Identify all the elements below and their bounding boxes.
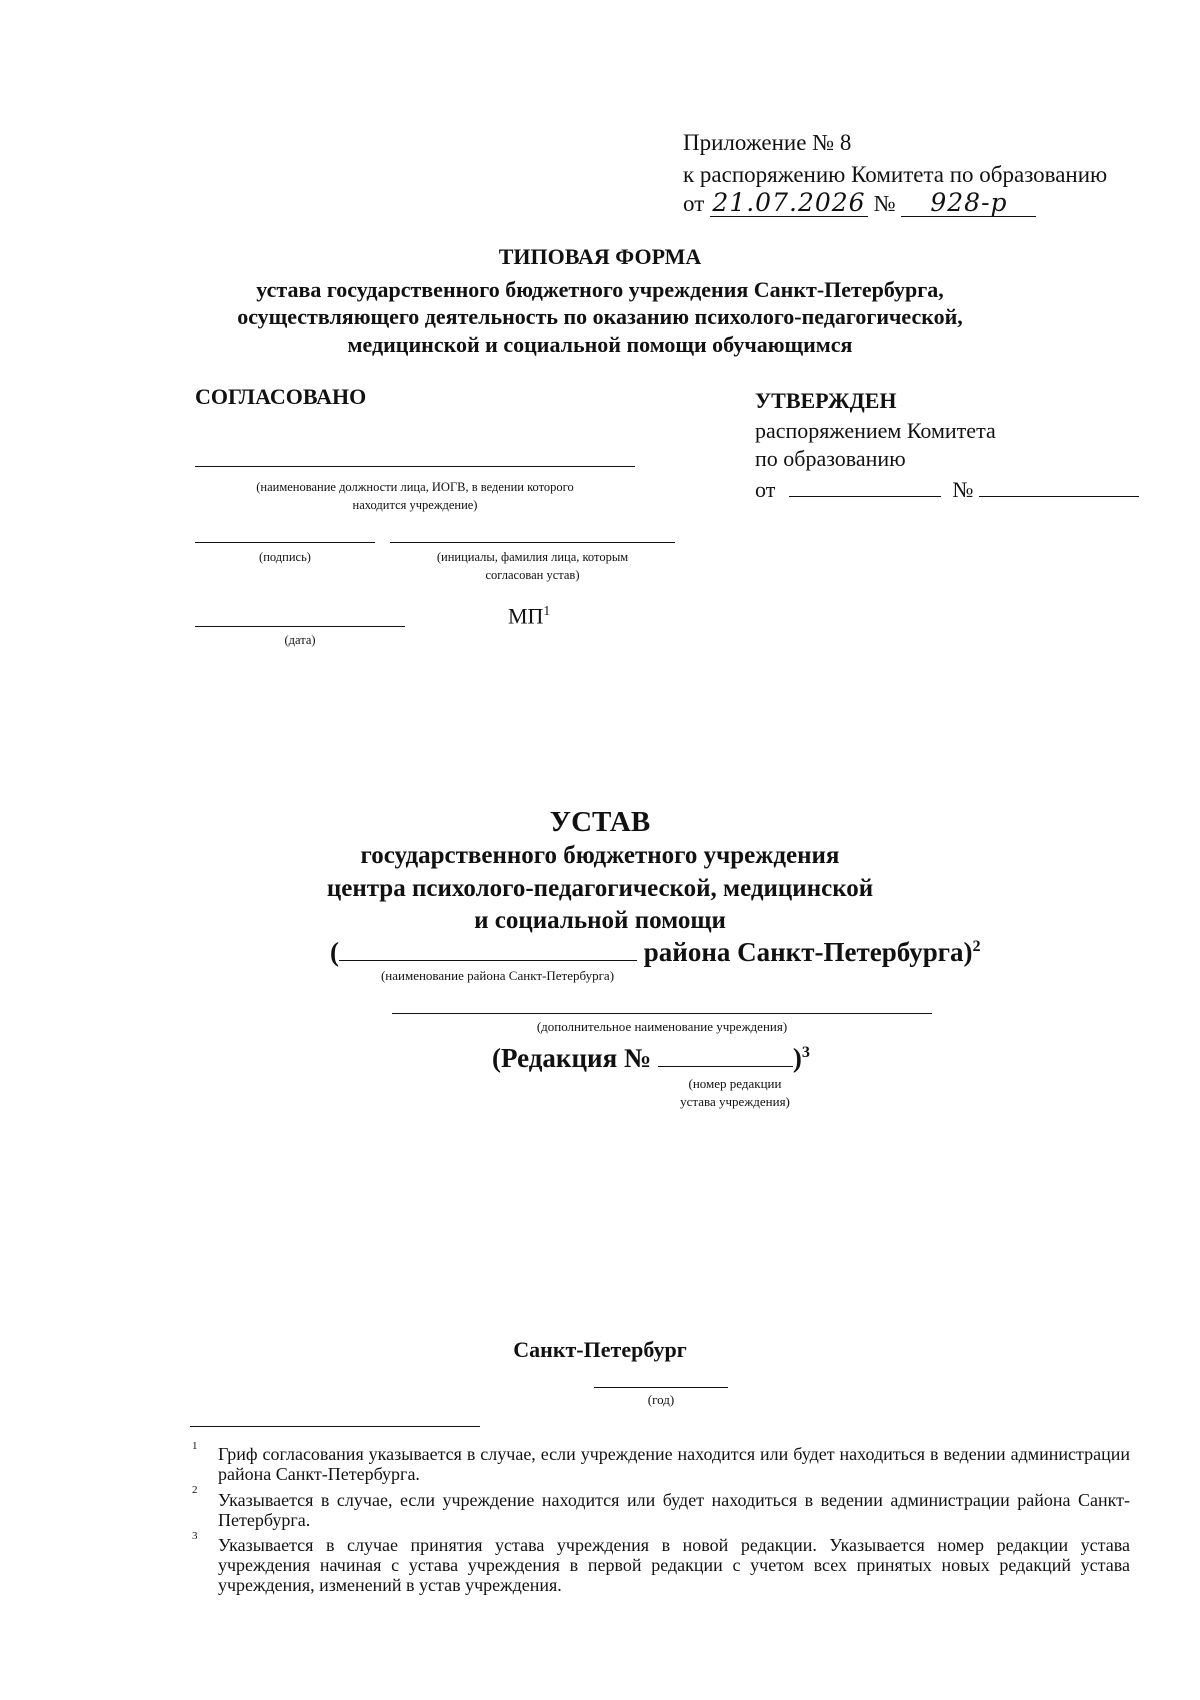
approved-from-label: от: [755, 477, 776, 502]
district-caption: (наименование района Санкт-Петербурга): [380, 968, 615, 983]
edition-line: [492, 1043, 810, 1074]
form-subtitle-line-1: устава государственного бюджетного учреждения Санкт-Петербурга,: [256, 277, 944, 302]
edition-footnote-ref: 3: [801, 1043, 810, 1061]
charter-line-2: центра психолого-педагогической, медицинской: [326, 875, 874, 902]
footnote-2-text: Указывается в случае, если учреждение находится или будет находиться в ведении администрации района Санкт-Петербурга.: [218, 1490, 1130, 1530]
approved-line-2: по образованию: [755, 446, 906, 471]
from-label: от: [683, 191, 705, 216]
additional-name-line: [392, 1013, 932, 1014]
footnote-separator: [190, 1426, 480, 1427]
handwritten-number: 928-р: [901, 190, 1036, 217]
handwritten-date: 21.07.2026: [710, 190, 868, 217]
year-line: [594, 1387, 728, 1388]
approved-heading: УТВЕРЖДЕН: [755, 388, 897, 413]
edition-caption-line-1: (номер редакции: [688, 1076, 782, 1091]
initials-caption-line-1: (инициалы, фамилия лица, которым: [436, 550, 629, 564]
appendix-reference: к распоряжению Комитета по образованию: [683, 162, 1108, 187]
initials-caption: [390, 548, 675, 584]
footnote-1-text: Гриф согласования указывается в случае, если учреждение находится или будет находиться в ведении администрации района Санкт-Петербурга.: [218, 1444, 1130, 1484]
position-line: [195, 466, 635, 467]
city-name: Санкт-Петербург: [513, 1337, 687, 1362]
date-line: [195, 626, 405, 627]
initials-caption-line-2: согласован устав): [485, 568, 580, 582]
stamp-label: МП: [508, 603, 544, 629]
position-caption: [195, 478, 635, 514]
approved-number-blank: [979, 474, 1139, 497]
district-blank: [339, 938, 637, 961]
appendix-date-number-line: [683, 190, 1036, 217]
approved-line-1: распоряжением Комитета: [755, 418, 996, 443]
stamp-footnote-ref: 1: [543, 603, 551, 618]
form-title: ТИПОВАЯ ФОРМА: [498, 244, 702, 269]
footnote-2-number: 2: [192, 1484, 198, 1496]
edition-caption-line-2: устава учреждения): [680, 1094, 790, 1109]
charter-district-line: [330, 937, 981, 968]
appendix-number: Приложение № 8: [683, 130, 852, 155]
signature-line: [195, 542, 375, 543]
number-label: №: [873, 191, 896, 216]
date-caption: (дата): [284, 633, 316, 647]
form-subtitle-line-2: осуществляющего деятельность по оказанию психолого-педагогической,: [237, 304, 963, 329]
initials-line: [390, 542, 675, 543]
position-caption-line-2: находится учреждение): [352, 498, 478, 512]
edition-caption: [640, 1075, 830, 1111]
year-caption: (год): [647, 1392, 675, 1407]
agreed-heading: СОГЛАСОВАНО: [195, 384, 367, 409]
edition-close-paren: ): [792, 1043, 802, 1073]
signature-caption: (подпись): [259, 550, 311, 564]
charter-line-3: и социальной помощи: [474, 907, 726, 934]
district-suffix: района Санкт-Петербурга): [643, 937, 973, 967]
position-caption-line-1: (наименование должности лица, ИОГВ, в ведении которого: [256, 480, 574, 494]
district-open-paren: (: [330, 937, 339, 967]
edition-blank: [658, 1044, 793, 1067]
additional-name-caption: (дополнительное наименование учреждения): [536, 1019, 788, 1034]
form-subtitle-line-3: медицинской и социальной помощи обучающимся: [347, 332, 853, 357]
footnote-1-number: 1: [192, 1440, 198, 1452]
approved-date-blank: [789, 474, 941, 497]
stamp-placeholder: [508, 603, 550, 629]
footnote-3-number: 3: [192, 1530, 198, 1542]
district-footnote-ref: 2: [972, 937, 981, 955]
charter-line-1: государственного бюджетного учреждения: [360, 842, 840, 869]
approved-date-number-line: [755, 474, 1139, 503]
edition-label: (Редакция №: [492, 1043, 652, 1073]
charter-heading: УСТАВ: [549, 806, 651, 838]
footnote-3-text: Указывается в случае принятия устава учреждения в новой редакции. Указывается номер редакции устава учреждения начиная с устава учреждения в первой редакции с учетом всех принятых новых редакций устава учреждения, изменений в устав учреждения.: [218, 1535, 1130, 1595]
approved-number-label: №: [952, 477, 974, 502]
